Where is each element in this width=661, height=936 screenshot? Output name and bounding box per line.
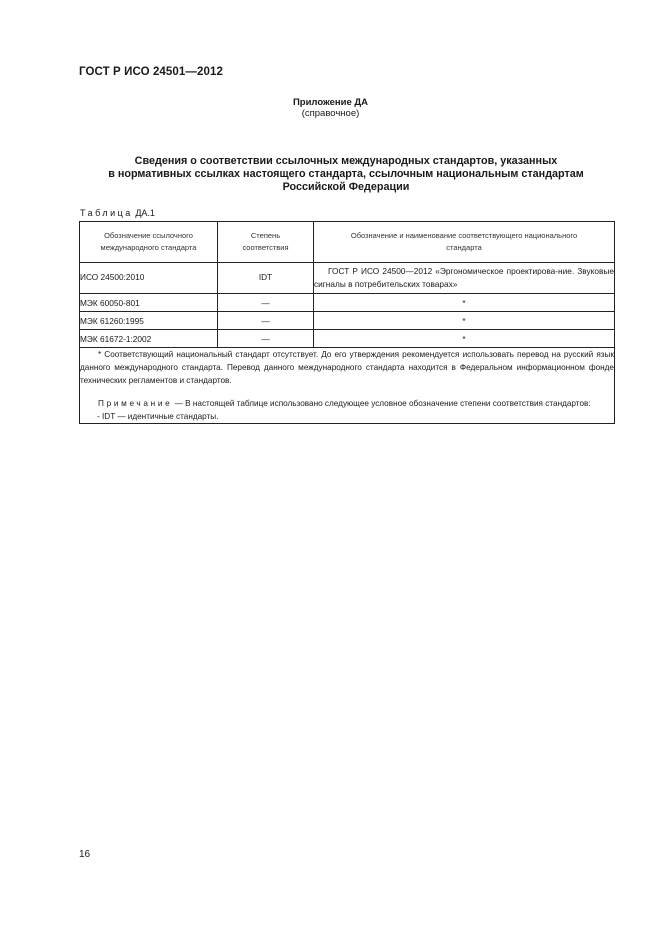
cell-national-standard: ГОСТ Р ИСО 24500—2012 «Эргономическое проектирова-ние. Звуковые сигналы в потребительских товарах» — [314, 263, 615, 294]
cell-degree: — — [218, 330, 314, 348]
cell-degree: IDT — [218, 263, 314, 294]
table-caption — [80, 208, 155, 218]
table-footer-row — [80, 348, 615, 424]
note-text: — В настоящей таблице использовано следующее условное обозначение степени соответствия стандартов: — [172, 398, 591, 408]
table-header-row — [80, 222, 615, 263]
table-row — [80, 263, 615, 294]
table-row — [80, 294, 615, 312]
column-header-national-standard: Обозначение и наименование соответствующего национального стандарта — [314, 222, 615, 263]
document-header: ГОСТ Р ИСО 24501—2012 — [79, 66, 224, 78]
cell-intl-standard: МЭК 60050-801 — [80, 294, 218, 312]
heading-line-1: Сведения о соответствии ссылочных международных стандартов, указанных — [134, 155, 558, 167]
cell-national-standard: * — [314, 330, 615, 348]
heading-line-3: Российской Федерации — [282, 181, 410, 193]
note-label: Примечание — [98, 398, 173, 408]
table-row — [80, 330, 615, 348]
section-heading — [80, 155, 612, 194]
cell-degree: — — [218, 294, 314, 312]
column-header-intl-standard: Обозначение ссылочного международного стандарта — [80, 222, 218, 263]
table-note — [80, 397, 614, 410]
table-caption-id: ДА.1 — [135, 208, 155, 218]
cell-national-standard: * — [314, 294, 615, 312]
cell-intl-standard: МЭК 61672-1:2002 — [80, 330, 218, 348]
cell-intl-standard: МЭК 61260:1995 — [80, 312, 218, 330]
table-caption-word: Таблица — [80, 208, 133, 218]
note-list-item: - IDT — идентичные стандарты. — [97, 411, 219, 421]
annex-subtitle: (справочное) — [301, 108, 360, 119]
table-row — [80, 312, 615, 330]
column-header-degree: Степень соответствия — [218, 222, 314, 263]
heading-line-2: в нормативных ссылках настоящего стандарта, ссылочным национальным стандартам — [108, 168, 584, 180]
annex-title: Приложение ДА — [292, 97, 369, 108]
page-number: 16 — [79, 849, 91, 860]
footnote: * Соответствующий национальный стандарт отсутствует. До его утверждения рекомендуется использовать перевод на русский язык данного международного стандарта. Перевод данного международного стандарта находится в Федеральном информационном фонде технических регламентов и стандартов. — [80, 350, 614, 386]
cell-intl-standard: ИСО 24500:2010 — [80, 263, 218, 294]
table-footnotes — [80, 348, 615, 424]
cell-degree: — — [218, 312, 314, 330]
cell-national-standard: * — [314, 312, 615, 330]
correspondence-table — [79, 221, 615, 424]
